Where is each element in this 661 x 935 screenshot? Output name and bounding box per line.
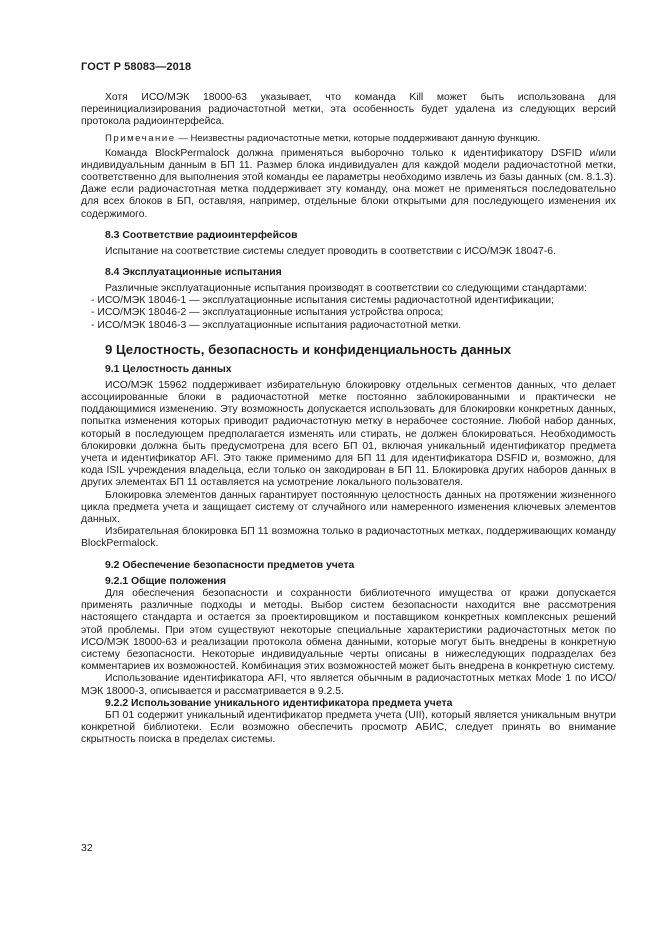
- paragraph-kill-command: Хотя ИСО/МЭК 18000-63 указывает, что команда Kill может быть использована для переинициализирования радиочастотной метки, эта особенность будет удалена из следующих версий протокола радиоинтерфейса.: [81, 92, 616, 128]
- section-9-1-paragraph-2: Блокировка элементов данных гарантирует постоянную целостность данных на протяжении жизненного цикла предмета учета и защищает систему от случайного или намеренного изменения ключевых элементов данных.: [81, 489, 616, 526]
- note-text: — Неизвестны радиочастотные метки, которые поддерживают данную функцию.: [175, 132, 541, 144]
- section-9-1-paragraph-1: ИСО/МЭК 15962 поддерживает избирательную блокировку отдельных сегментов данных, что делает ассоциированные блоки в радиочастотной метке постоянно заблокированными и практически не поддающимися изменению. Эту возможность допускается использовать для блокировки конкретных данных, попытка изменения которых приводит радиочастотную метку в нерабочее состояние. Любой набор данных, который в последующем предполагается изменять или стирать, не должен блокироваться. Необходимость блокировки должна быть предусмотрена для всего БП 01, включая уникальный идентификатор предмета учета и идентификатор AFI. Это также применимо для БП 11 для идентификатора DSFID и, возможно, для кода ISIL учреждения владельца, если только он закодирован в БП 11. Блокировка других наборов данных в других элементах БП 11 оставляется на усмотрение локального пользователя.: [81, 379, 616, 489]
- section-9-heading: 9 Целостность, безопасность и конфиденциальность данных: [105, 341, 512, 357]
- standards-list: [81, 295, 616, 332]
- section-9-2-1-heading: 9.2.1 Общие положения: [105, 575, 227, 587]
- list-item: - ИСО/МЭК 18046-3 — эксплуатационные испытания радиочастотной метки.: [81, 320, 616, 332]
- paragraph-blockpermalock: Команда BlockPermalock должна применяться выборочно только к идентификатору DSFID и/или индивидуальным данным в БП 11. Размер блока индивидуален для каждой модели радиочастотной метки, соответственно для выполнения этой команды ее параметры необходимо извлечь из базы данных (см. 8.1.3). Даже если радиочастотная метка поддерживает эту команду, она может не применяться последовательно для всех блоков в БП, оставляя, например, отдельные блоки открытыми для последующего изменения их содержимого.: [81, 147, 616, 220]
- section-8-4-heading: 8.4 Эксплуатационные испытания: [105, 267, 282, 279]
- section-9-1-heading: 9.1 Целостность данных: [105, 363, 232, 375]
- section-9-2-1-paragraph-2: Использование идентификатора AFI, что является обычным в радиочастотных метках Mode 1 по ИСО/МЭК 18000-3, описывается и рассматривается в 9.2.5.: [81, 673, 616, 697]
- document-header: ГОСТ Р 58083—2018: [81, 61, 192, 73]
- note: [81, 133, 616, 145]
- section-9-2-2-heading: 9.2.2 Использование уникального идентификатора предмета учета: [105, 697, 453, 709]
- section-9-2-heading: 9.2 Обеспечение безопасности предметов учета: [105, 559, 355, 571]
- section-9-2-2-paragraph-1: БП 01 содержит уникальный идентификатор предмета учета (UII), который является уникальным внутри конкретной библиотеки. Если возможно обеспечить просмотр АБИС, следует принять во внимание скрытность поиска в пределах системы.: [81, 709, 616, 746]
- section-8-3-heading: 8.3 Соответствие радиоинтерфейсов: [105, 229, 298, 241]
- section-8-3-text: Испытание на соответствие системы следует проводить в соответствии с ИСО/МЭК 18047-6.: [105, 245, 556, 257]
- list-item: - ИСО/МЭК 18046-2 — эксплуатационные испытания устройства опроса;: [81, 307, 616, 319]
- note-label: Примечание: [105, 132, 176, 144]
- page-number: 32: [81, 842, 93, 854]
- section-9-2-1-paragraph-1: Для обеспечения безопасности и сохранности библиотечного имущества от кражи допускается применять различные подходы и методы. Выбор систем безопасности находится вне рассмотрения настоящего стандарта и остается за проектировщиком и поставщиком конкретных комплексных решений этой проблемы. При этом существуют некоторые специальные характеристики радиочастотных меток по ИСО/МЭК 18000-63 и реализации протокола обмена данными, которые могут быть внедрены в конкретную систему безопасности. Некоторые индивидуальные черты описаны в нижеследующих подразделах без комментариев их возможностей. Комбинация этих возможностей может быть внедрена в конкретную систему.: [81, 587, 616, 673]
- section-9-1-paragraph-3: Избирательная блокировка БП 11 возможна только в радиочастотных метках, поддерживающих команду BlockPermalock.: [81, 526, 616, 550]
- section-8-4-intro: Различные эксплуатационные испытания производят в соответствии со следующими стандартами:: [105, 283, 587, 295]
- list-item: - ИСО/МЭК 18046-1 — эксплуатационные испытания системы радиочастотной идентификации;: [81, 295, 616, 307]
- page-content: [81, 92, 616, 747]
